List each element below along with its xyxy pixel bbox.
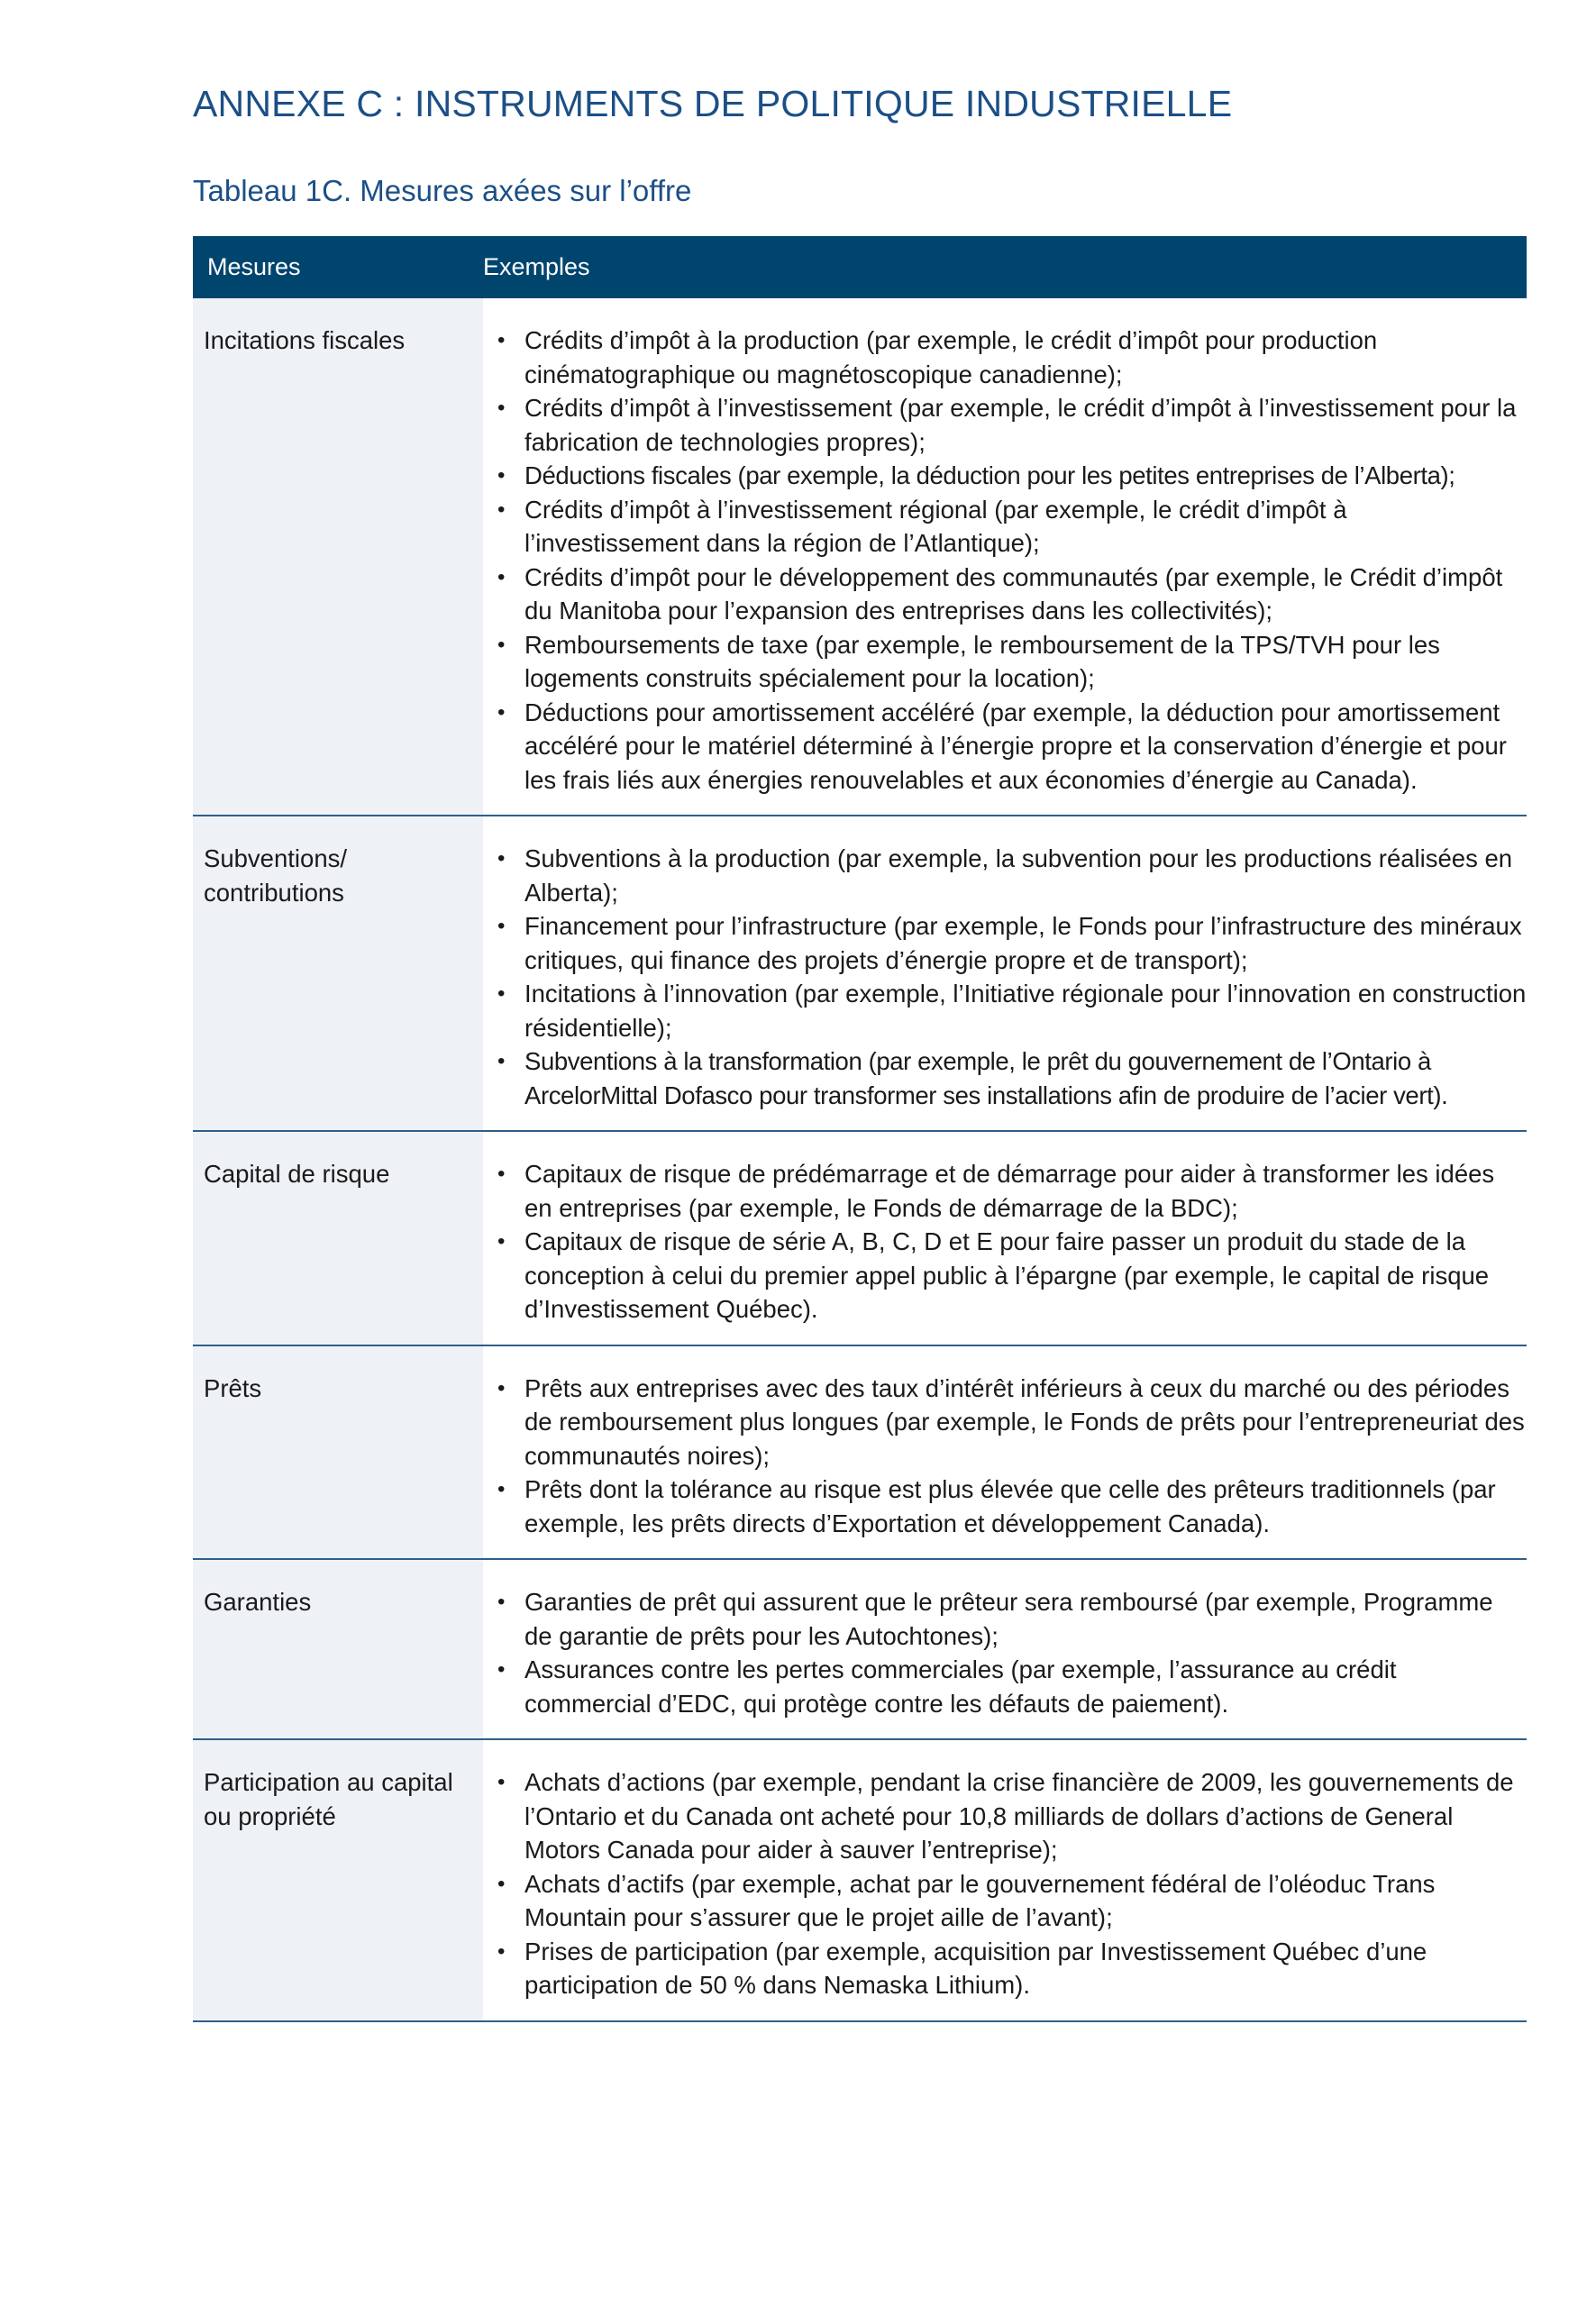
list-item [492, 977, 1527, 1044]
bullet-icon: • [497, 1229, 506, 1254]
list-item [492, 1765, 1527, 1867]
bullet-icon: • [497, 564, 506, 589]
bullet-icon: • [497, 463, 506, 488]
example-text: Incitations à l’innovation (par exemple, l’Initiative régionale pour l’innovation en construction résidentielle); [524, 980, 1527, 1042]
header-measures: Mesures [207, 253, 301, 280]
bullet-icon: • [497, 396, 506, 420]
example-text: Subventions à la transformation (par exemple, le prêt du gouvernement de l’Ontario à ArcelorMittal Dofasco pour transformer ses installations afin de produire de l’acier vert). [524, 1047, 1448, 1109]
list-item [492, 391, 1527, 459]
example-text: Achats d’actifs (par exemple, achat par le gouvernement fédéral de l’oléoduc Trans Mountain pour s’assurer que le projet aille de l’avant); [524, 1869, 1436, 1931]
examples-cell [483, 816, 1527, 1130]
list-item [492, 1044, 1527, 1112]
example-text: Capitaux de risque de série A, B, C, D et E pour faire passer un produit du stade de la conception à celui du premier appel public à l’épargne (par exemple, le capital de risque d’Investissement Québec). [524, 1227, 1490, 1323]
bullet-icon: • [497, 1770, 506, 1794]
examples-list [492, 842, 1527, 1112]
measure-cell: Incitations fiscales [193, 298, 483, 815]
list-item [492, 1653, 1527, 1720]
list-item [492, 1867, 1527, 1935]
examples-list [492, 1157, 1527, 1327]
table-title: Tableau 1C. Mesures axées sur l’offre [193, 174, 692, 207]
list-item [492, 1372, 1527, 1473]
bullet-icon: • [497, 846, 506, 871]
example-text: Prises de participation (par exemple, acquisition par Investissement Québec d’une participation de 50 % dans Nemaska Lithium). [524, 1937, 1427, 1999]
example-text: Achats d’actions (par exemple, pendant la crise financière de 2009, les gouvernements de l’Ontario et du Canada ont acheté pour 10,8 milliards de dollars d’actions de General Motors Canada pour aider à sauver l’entreprise); [524, 1768, 1514, 1864]
list-item [492, 1225, 1527, 1327]
examples-list [492, 324, 1527, 797]
example-text: Capitaux de risque de prédémarrage et de démarrage pour aider à transformer les idées en entreprises (par exemple, le Fonds de démarrage de la BDC); [524, 1160, 1495, 1222]
bullet-icon: • [497, 1871, 506, 1896]
list-item [492, 1157, 1527, 1225]
measure-cell: Garanties [193, 1560, 483, 1738]
bullet-icon: • [497, 1477, 506, 1501]
example-text: Crédits d’impôt pour le développement des communautés (par exemple, le Crédit d’impôt du Manitoba pour l’expansion des entreprises dans les collectivités); [524, 562, 1503, 625]
bullet-icon: • [497, 632, 506, 657]
table-header [193, 236, 1527, 298]
header-examples: Exemples [483, 253, 590, 280]
example-text: Crédits d’impôt à l’investissement (par exemple, le crédit d’impôt à l’investissement pour la fabrication de technologies propres); [524, 394, 1517, 456]
bullet-icon: • [497, 497, 506, 522]
bullet-icon: • [497, 699, 506, 725]
measure-cell: Prêts [193, 1346, 483, 1559]
example-text: Garanties de prêt qui assurent que le prêteur sera remboursé (par exemple, Programme de garantie de prêts pour les Autochtones); [524, 1588, 1493, 1650]
table-row [193, 1560, 1527, 1740]
example-text: Déductions fiscales (par exemple, la déduction pour les petites entreprises de l’Alberta); [524, 461, 1455, 489]
examples-cell [483, 1560, 1527, 1738]
bullet-icon: • [497, 1938, 506, 1964]
list-item [492, 1473, 1527, 1540]
list-item [492, 493, 1527, 561]
measure-cell: Capital de risque [193, 1132, 483, 1345]
list-item [492, 1935, 1527, 2002]
example-text: Assurances contre les pertes commerciales (par exemple, l’assurance au crédit commercial d’EDC, qui protège contre les défauts de paiement). [524, 1655, 1397, 1718]
list-item [492, 842, 1527, 909]
bullet-icon: • [497, 914, 506, 938]
bullet-icon: • [497, 1162, 506, 1186]
table-row [193, 816, 1527, 1132]
table-row [193, 1740, 1527, 2022]
bullet-icon: • [497, 1590, 506, 1614]
measure-cell: Subventions/ contributions [193, 816, 483, 1130]
measures-table [193, 236, 1527, 2022]
list-item [492, 628, 1527, 696]
bullet-icon: • [497, 1049, 506, 1073]
list-item [492, 696, 1527, 798]
examples-list [492, 1585, 1527, 1720]
examples-cell [483, 1740, 1527, 2020]
examples-cell [483, 298, 1527, 815]
example-text: Subventions à la production (par exemple, la subvention pour les productions réalisées en Alberta); [524, 844, 1513, 907]
examples-cell [483, 1132, 1527, 1345]
example-text: Financement pour l’infrastructure (par exemple, le Fonds pour l’infrastructure des minéraux critiques, qui finance des projets d’énergie propre et de transport); [524, 912, 1522, 974]
bullet-icon: • [497, 328, 506, 352]
example-text: Crédits d’impôt à la production (par exemple, le crédit d’impôt pour production cinématographique ou magnétoscopique canadienne); [524, 326, 1378, 388]
bullet-icon: • [497, 1657, 506, 1682]
examples-cell [483, 1346, 1527, 1559]
list-item [492, 561, 1527, 628]
list-item [492, 324, 1527, 391]
examples-list [492, 1765, 1527, 2002]
examples-list [492, 1372, 1527, 1541]
list-item [492, 1585, 1527, 1653]
table-row [193, 1132, 1527, 1346]
example-text: Prêts aux entreprises avec des taux d’intérêt inférieurs à ceux du marché ou des périodes de remboursement plus longues (par exemple, le Fonds de prêts pour l’entrepreneuriat des communautés noires); [524, 1373, 1525, 1470]
example-text: Déductions pour amortissement accéléré (par exemple, la déduction pour amortissement accéléré pour le matériel déterminé à l’énergie propre et la conservation d’énergie et pour les frais liés aux énergies renouvelables et aux économies d’énergie au Canada). [524, 698, 1507, 794]
table-row [193, 1346, 1527, 1561]
bullet-icon: • [497, 981, 506, 1006]
example-text: Prêts dont la tolérance au risque est plus élevée que celle des prêteurs traditionnels (par exemple, les prêts directs d’Exportation et développement Canada). [524, 1475, 1496, 1537]
table-row [193, 298, 1527, 816]
bullet-icon: • [497, 1375, 506, 1400]
list-item [492, 459, 1527, 493]
annex-title: ANNEXE C : INSTRUMENTS DE POLITIQUE INDUSTRIELLE [193, 83, 1233, 124]
example-text: Remboursements de taxe (par exemple, le remboursement de la TPS/TVH pour les logements construits spécialement pour la location); [524, 630, 1440, 692]
example-text: Crédits d’impôt à l’investissement régional (par exemple, le crédit d’impôt à l’investissement dans la région de l’Atlantique); [524, 495, 1347, 557]
list-item [492, 909, 1527, 977]
measure-cell: Participation au capital ou propriété [193, 1740, 483, 2020]
